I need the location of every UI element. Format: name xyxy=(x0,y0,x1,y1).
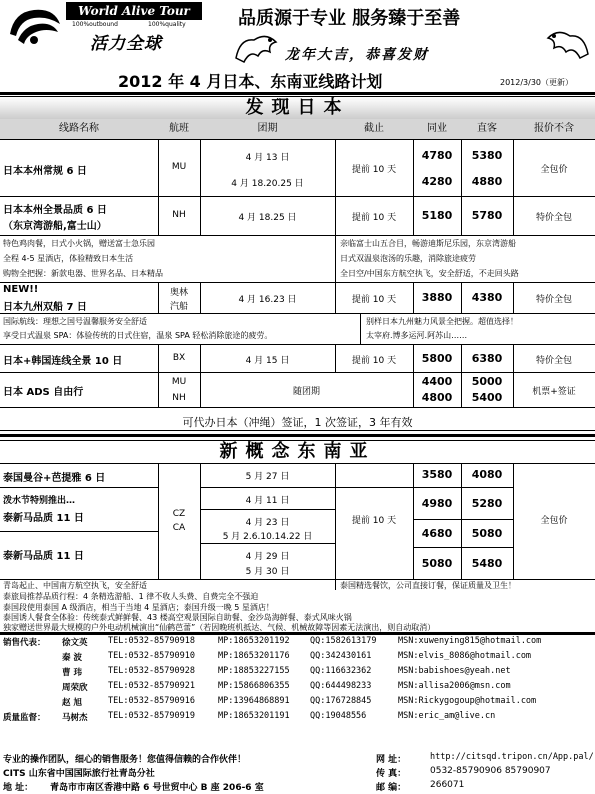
route-name: 日本+韩国连线全景 10 日 xyxy=(3,356,123,367)
trade-price: 4980 xyxy=(421,497,453,510)
contact-mobile: MP:18853227155 xyxy=(218,666,290,676)
divider xyxy=(0,434,595,437)
tour-date: 4 月 13 日 xyxy=(245,153,290,163)
route-name: 泰国曼谷+芭提雅 6 日 xyxy=(3,473,106,484)
col-header: 同业 xyxy=(427,123,447,134)
contact-name: 曹 玮 xyxy=(62,668,82,678)
tour-date: 4 月 18.25 日 xyxy=(238,213,297,223)
contact-name: 马树杰 xyxy=(62,713,88,723)
company-name: CITS 山东省中国国际旅行社青岛分社 xyxy=(3,769,155,779)
trade-price: 5080 xyxy=(421,557,453,570)
route-name: 日本九州双船 7 日 xyxy=(3,302,87,313)
contact-tel: TEL:0532-85790916 xyxy=(108,696,195,706)
contact-qq: QQ:644498233 xyxy=(310,681,372,691)
contact-name: 周荣欣 xyxy=(62,683,88,693)
contact-msn: MSN:elvis_8086@hotmail.com xyxy=(398,651,532,661)
feature-item: 享受日式温泉 SPA：体验传统的日式住宿，温泉 SPA 轻松消除旅途的疲劳。 xyxy=(3,331,273,340)
trade-price: 4400 xyxy=(421,375,453,388)
feature-item: 亲临富士山五合目，畅游迪斯尼乐园，东京湾游船 xyxy=(340,239,516,248)
postcode: 266071 xyxy=(430,780,465,790)
tag-quality: 100%quality xyxy=(148,21,186,28)
brand-chinese: 活力全球 xyxy=(90,34,162,54)
route-subname: （东京湾游船,富士山） xyxy=(3,221,107,232)
contact-msn: MSN:xuwenying815@hotmail.com xyxy=(398,636,542,646)
section-title-japan: 发现日本 xyxy=(0,96,595,120)
direct-price: 5080 xyxy=(471,527,503,540)
tour-date: 4 月 15 日 xyxy=(245,356,290,366)
deadline: 提前 10 天 xyxy=(351,516,397,526)
contact-mobile: MP:18653201176 xyxy=(218,651,290,661)
festive-greeting: 龙年大吉，恭喜发财 xyxy=(285,47,429,63)
contact-row xyxy=(0,696,595,711)
tour-date: 随团期 xyxy=(292,387,320,397)
contact-qq: QQ:116632362 xyxy=(310,666,372,676)
contact-mobile: MP:15866806355 xyxy=(218,681,290,691)
feature-item: 泰国诱人餐食全体验：传统泰式鲜鲜餐、43 楼高空观景国际自助餐、金沙岛海鲜餐、泰式风味火锅 xyxy=(3,613,352,622)
direct-price: 5780 xyxy=(471,209,503,222)
direct-price: 5380 xyxy=(471,149,503,162)
feature-item: 泰旅局推荐品质行程：4 条精选游船、1 律不收人头费、自费完全不强迫 xyxy=(3,592,259,601)
route-name: 日本本州常规 6 日 xyxy=(3,166,87,177)
contact-qq: QQ:176728845 xyxy=(310,696,372,706)
address-label: 地 址： xyxy=(3,783,34,793)
contact-name: 徐文英 xyxy=(62,638,88,648)
trade-price: 4680 xyxy=(421,527,453,540)
website-link[interactable]: http://citsqd.tripon.cn/App.pal/ xyxy=(430,752,594,762)
flight: 汽船 xyxy=(169,302,188,312)
direct-price: 5480 xyxy=(471,557,503,570)
slogan: 品质源于专业 服务臻于至善 xyxy=(238,8,461,29)
price-note: 特价全包 xyxy=(535,356,572,366)
trade-price: 4800 xyxy=(421,391,453,404)
tour-date: 4 月 16.23 日 xyxy=(238,295,297,305)
tour-date: 5 月 2.6.10.14.22 日 xyxy=(222,532,313,542)
tag-outbound: 100%outbound xyxy=(72,21,118,28)
col-header: 线路名称 xyxy=(59,123,99,134)
trade-price: 4780 xyxy=(421,149,453,162)
table-row xyxy=(0,283,595,314)
contact-row xyxy=(0,636,595,651)
contact-tel: TEL:0532-85790910 xyxy=(108,651,195,661)
flight: MU xyxy=(171,162,187,172)
feature-item: 泰国段使用泰国 A 级酒店，相当于当地 4 星酒店；泰国升级一晚 5 星酒店！ xyxy=(3,603,274,612)
direct-price: 6380 xyxy=(471,352,503,365)
contact-mobile: MP:18653201191 xyxy=(218,711,290,721)
contact-row xyxy=(0,651,595,666)
tour-date: 4 月 11 日 xyxy=(245,496,290,506)
table-header xyxy=(0,119,595,140)
contact-qq: QQ:342430161 xyxy=(310,651,372,661)
feature-item: 太宰府.博多运河.阿苏山…… xyxy=(366,331,468,340)
sea-table xyxy=(0,463,595,580)
feature-item: 别样日本九州魅力风景全把握。超值选择！ xyxy=(366,317,518,326)
route-promo: 泼水节特别推出… xyxy=(3,496,76,506)
col-header: 报价不含 xyxy=(534,123,574,134)
sales-label: 销售代表： xyxy=(3,638,46,648)
feature-item: 青岛起止、中国南方航空执飞，安全舒适 xyxy=(3,581,147,590)
direct-price: 5400 xyxy=(471,391,503,404)
new-badge: NEW!! xyxy=(3,284,39,295)
feature-list xyxy=(0,314,595,345)
table-row xyxy=(0,345,595,373)
tour-date: 4 月 29 日 xyxy=(245,552,290,562)
postcode-label: 邮 编： xyxy=(376,783,407,793)
contact-row xyxy=(0,711,595,726)
divider xyxy=(0,92,595,95)
price-note: 机票+签证 xyxy=(532,387,576,397)
table-row xyxy=(0,373,595,408)
fax-label: 传 真： xyxy=(376,769,407,779)
trade-price: 3580 xyxy=(421,468,453,481)
swirl-logo-icon xyxy=(4,4,64,48)
col-header: 航班 xyxy=(169,123,189,134)
contact-qq: QQ:19048556 xyxy=(310,711,367,721)
contact-mobile: MP:18653201192 xyxy=(218,636,290,646)
table-row xyxy=(0,140,595,197)
contact-msn: MSN:babishoes@yeah.net xyxy=(398,666,511,676)
fax-number: 0532-85790906 85790907 xyxy=(430,766,551,776)
route-name: 日本本州全景品质 6 日 xyxy=(3,205,107,216)
tour-date: 4 月 18.20.25 日 xyxy=(231,179,304,189)
feature-list xyxy=(0,236,595,283)
dragon-icon xyxy=(232,28,280,69)
motto: 专业的操作团队，细心的销售服务！您值得信赖的合作伙伴！ xyxy=(3,755,247,765)
contact-row xyxy=(0,681,595,696)
table-row xyxy=(0,197,595,236)
trade-price: 3880 xyxy=(421,291,453,304)
flight: 奥林 xyxy=(169,288,188,298)
feature-item: 购物全把握：新款电器、世界名品、日本精品 xyxy=(3,269,163,278)
route-name: 泰新马品质 11 日 xyxy=(3,513,84,524)
feature-item: 全程 4-5 星酒店，体验精致日本生活 xyxy=(3,254,134,263)
trade-price: 5180 xyxy=(421,209,453,222)
qc-label: 质量监督： xyxy=(3,713,46,723)
tour-date: 5 月 27 日 xyxy=(245,472,290,482)
trade-price: 5800 xyxy=(421,352,453,365)
route-name: 日本 ADS 自由行 xyxy=(3,387,84,398)
feature-list xyxy=(0,580,595,635)
price-note: 全包价 xyxy=(540,516,568,526)
col-header: 直客 xyxy=(477,123,497,134)
contact-msn: MSN:eric_am@live.cn xyxy=(398,711,496,721)
col-header: 团期 xyxy=(257,123,278,134)
page-title: 2012 年 4 月日本、东南亚线路计划 xyxy=(118,72,383,91)
feature-item: 特色鸡肉餐，日式小火锅，赠送富士急乐园 xyxy=(3,239,155,248)
flight: MU xyxy=(171,377,187,387)
contact-tel: TEL:0532-85790921 xyxy=(108,681,195,691)
contact-name: 赵 旭 xyxy=(62,698,82,708)
flight: CA xyxy=(172,523,186,533)
flight: NH xyxy=(172,210,186,220)
feature-item: 独家赠送世界最大规模的户外电动机械演出“仙鹤芭蕾”（若因晚班机抵达、气候、机械故障等因素无法演出，则自动取消） xyxy=(3,623,436,632)
flight: CZ xyxy=(172,509,186,519)
direct-price: 4880 xyxy=(471,175,503,188)
feature-item: 全日空/中国东方航空执飞，安全舒适，不走回头路 xyxy=(340,269,519,278)
contact-row xyxy=(0,666,595,681)
contact-mobile: MP:13964868891 xyxy=(218,696,290,706)
web-label: 网 址： xyxy=(376,755,407,765)
contact-msn: MSN:allisa2006@msn.com xyxy=(398,681,511,691)
route-name: 泰新马品质 11 日 xyxy=(3,551,84,562)
trade-price: 4280 xyxy=(421,175,453,188)
contact-tel: TEL:0532-85790928 xyxy=(108,666,195,676)
contact-tel: TEL:0532-85790919 xyxy=(108,711,195,721)
price-note: 全包价 xyxy=(540,165,568,175)
tour-date: 5 月 30 日 xyxy=(245,567,290,577)
visa-note: 可代办日本（冲绳）签证，1 次签证，3 年有效 xyxy=(0,416,595,431)
deadline: 提前 10 天 xyxy=(351,213,397,223)
feature-item: 泰国精选餐饮，公司直接订餐，保证质量及卫生！ xyxy=(340,581,516,590)
direct-price: 5280 xyxy=(471,497,503,510)
col-header: 截止 xyxy=(364,123,384,134)
contact-qq: QQ:1582613179 xyxy=(310,636,377,646)
dragon-icon xyxy=(544,24,592,65)
flight: NH xyxy=(172,393,186,403)
feature-item: 国际航线：理想之国号温馨服务安全舒适 xyxy=(3,317,147,326)
flight: BX xyxy=(172,353,186,363)
direct-price: 4080 xyxy=(471,468,503,481)
contact-name: 秦 波 xyxy=(62,653,82,663)
tour-date: 4 月 23 日 xyxy=(245,518,290,528)
price-note: 特价全包 xyxy=(535,213,572,223)
section-title-sea: 新概念东南亚 xyxy=(0,440,595,464)
update-date: 2012/3/30（更新） xyxy=(500,78,574,87)
brand-english: World Alive Tour xyxy=(66,2,202,20)
deadline: 提前 10 天 xyxy=(351,165,397,175)
direct-price: 5000 xyxy=(471,375,503,388)
address: 青岛市市南区香港中路 6 号世贸中心 B 座 206-6 室 xyxy=(50,783,264,793)
price-note: 特价全包 xyxy=(535,295,572,305)
feature-item: 日式双温泉泡汤的乐趣，消除旅途疲劳 xyxy=(340,254,476,263)
deadline: 提前 10 天 xyxy=(351,295,397,305)
contact-tel: TEL:0532-85790918 xyxy=(108,636,195,646)
deadline: 提前 10 天 xyxy=(351,356,397,366)
contact-msn: MSN:Rickygogoup@hotmail.com xyxy=(398,696,537,706)
direct-price: 4380 xyxy=(471,291,503,304)
